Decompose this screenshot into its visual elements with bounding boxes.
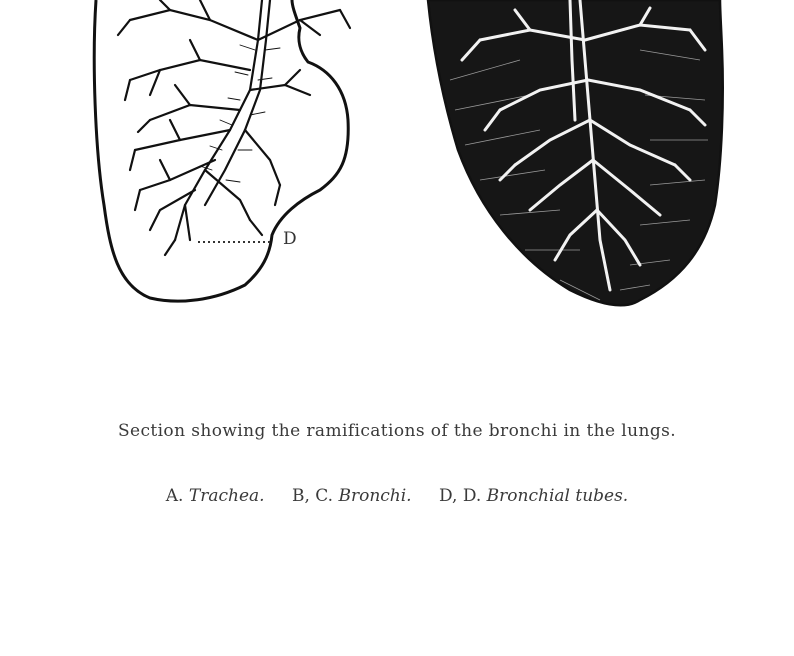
legend-key: B, C. <box>291 486 334 506</box>
right-lung-outline <box>428 0 723 305</box>
figure-caption: Section showing the ramifications of the bronchi in the lungs. <box>117 421 677 441</box>
legend-term: Trachea. <box>188 486 265 506</box>
left-lung-outline <box>94 0 348 301</box>
legend-term: Bronchial tubes. <box>486 486 629 506</box>
legend-key: A. <box>165 486 184 506</box>
legend-item-bronchial-tubes <box>439 486 628 506</box>
label-d: D <box>283 229 297 249</box>
figure-legend <box>0 486 794 506</box>
legend-item-trachea <box>166 486 265 506</box>
legend-term: Bronchi. <box>338 486 412 506</box>
legend-item-bronchi <box>292 486 412 506</box>
left-bronchial-tree <box>118 0 350 255</box>
legend-key: D, D. <box>439 486 482 506</box>
